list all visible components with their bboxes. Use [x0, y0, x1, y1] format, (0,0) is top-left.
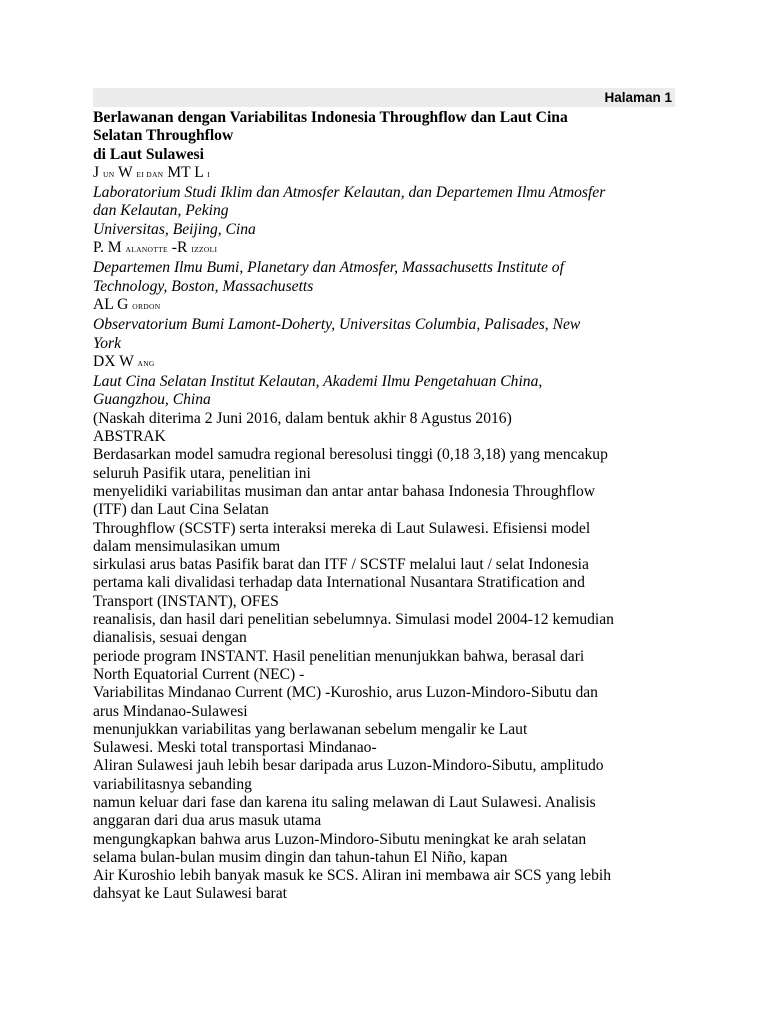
- abstract-line: menunjukkan variabilitas yang berlawanan sebelum mengalir ke Laut: [93, 720, 528, 738]
- author-affiliation: Guangzhou, China: [93, 391, 211, 409]
- author-name: [93, 353, 675, 373]
- author-name-initial: DX W: [93, 352, 134, 370]
- paper-title: [93, 109, 675, 164]
- page-number: Halaman 1: [604, 90, 672, 105]
- abstract-line: seluruh Pasifik utara, penelitian ini: [93, 464, 311, 482]
- author-name-initial: W: [114, 163, 133, 181]
- author-name: [93, 164, 675, 184]
- author-affiliation: Laboratorium Studi Iklim dan Atmosfer Kelautan, dan Departemen Ilmu Atmosfer: [93, 184, 606, 202]
- abstract-line: selama bulan-bulan musim dingin dan tahun-tahun El Niño, kapan: [93, 848, 508, 866]
- abstract-body: [93, 446, 675, 903]
- title-line: di Laut Sulawesi: [93, 145, 204, 163]
- author-name: [93, 239, 675, 259]
- author-name-smallcaps: IZZOLI: [191, 245, 218, 255]
- author-name-smallcaps: ANG: [137, 358, 155, 368]
- author-list: [93, 164, 675, 410]
- abstract-line: pertama kali divalidasi terhadap data International Nusantara Stratification and: [93, 574, 585, 592]
- abstract-line: variabilitasnya sebanding: [93, 775, 252, 793]
- abstract-line: dahsyat ke Laut Sulawesi barat: [93, 885, 287, 903]
- title-line: Berlawanan dengan Variabilitas Indonesia Throughflow dan Laut Cina: [93, 109, 568, 126]
- abstract-line: sirkulasi arus batas Pasifik barat dan ITF / SCSTF melalui laut / selat Indonesia: [93, 556, 589, 574]
- title-line: Selatan Throughflow: [93, 127, 234, 145]
- abstract-line: periode program INSTANT. Hasil penelitian menunjukkan bahwa, berasal dari: [93, 647, 585, 665]
- author-affiliation: Laut Cina Selatan Institut Kelautan, Akademi Ilmu Pengetahuan China,: [93, 373, 543, 391]
- abstract-line: dalam mensimulasikan umum: [93, 537, 281, 555]
- abstract-line: Sulawesi. Meski total transportasi Mindanao-: [93, 739, 377, 757]
- received-date: (Naskah diterima 2 Juni 2016, dalam bentuk akhir 8 Agustus 2016): [93, 409, 512, 427]
- abstract-line: Air Kuroshio lebih banyak masuk ke SCS. Aliran ini membawa air SCS yang lebih: [93, 867, 611, 885]
- abstract-line: Berdasarkan model samudra regional beresolusi tinggi (0,18 3,18) yang mencakup: [93, 446, 608, 464]
- abstract-line: namun keluar dari fase dan karena itu saling melawan di Laut Sulawesi. Analisis: [93, 793, 596, 811]
- abstract-line: (ITF) dan Laut Cina Selatan: [93, 501, 269, 519]
- author-name-initial: P. M: [93, 239, 122, 257]
- abstract-heading: ABSTRAK: [93, 428, 166, 446]
- abstract-line: dianalisis, sesuai dengan: [93, 629, 247, 647]
- abstract-line: reanalisis, dan hasil dari penelitian sebelumnya. Simulasi model 2004-12 kemudian: [93, 611, 614, 629]
- author-name-initial: AL G: [93, 295, 129, 313]
- author-name-smallcaps: ALANOTTE: [125, 245, 168, 255]
- abstract-line: anggaran dari dua arus masuk utama: [93, 812, 322, 830]
- abstract-line: Variabilitas Mindanao Current (MC) -Kuroshio, arus Luzon-Mindoro-Sibutu dan: [93, 684, 598, 702]
- author-name-smallcaps: ORDON: [132, 301, 161, 311]
- document-page: [93, 88, 675, 904]
- author-name-smallcaps: I: [207, 169, 210, 179]
- abstract-line: Aliran Sulawesi jauh lebih besar daripada arus Luzon-Mindoro-Sibutu, amplitudo: [93, 757, 604, 775]
- abstract-line: mengungkapkan bahwa arus Luzon-Mindoro-Sibutu meningkat ke arah selatan: [93, 830, 587, 848]
- author-name-initial: J: [93, 163, 100, 181]
- page-header: [93, 88, 675, 107]
- abstract-line: arus Mindanao-Sulawesi: [93, 702, 248, 720]
- author-name-smallcaps: UN: [102, 169, 115, 179]
- abstract-line: Transport (INSTANT), OFES: [93, 592, 279, 610]
- author-name-initial: MT L: [163, 163, 204, 181]
- author-affiliation: Technology, Boston, Massachusetts: [93, 277, 314, 295]
- author-name-initial: -R: [167, 239, 188, 257]
- author-affiliation: York: [93, 334, 122, 352]
- abstract-line: North Equatorial Current (NEC) -: [93, 665, 305, 683]
- author-affiliation: Universitas, Beijing, Cina: [93, 220, 256, 238]
- author-affiliation: dan Kelautan, Peking: [93, 202, 229, 220]
- author-name: [93, 296, 675, 316]
- author-name-smallcaps: EI DAN: [136, 169, 164, 179]
- abstract-line: menyelidiki variabilitas musiman dan antar antar bahasa Indonesia Throughflow: [93, 482, 596, 500]
- author-affiliation: Departemen Ilmu Bumi, Planetary dan Atmosfer, Massachusetts Institute of: [93, 259, 564, 277]
- author-affiliation: Observatorium Bumi Lamont-Doherty, Universitas Columbia, Palisades, New: [93, 316, 581, 334]
- abstract-line: Throughflow (SCSTF) serta interaksi mereka di Laut Sulawesi. Efisiensi model: [93, 519, 591, 537]
